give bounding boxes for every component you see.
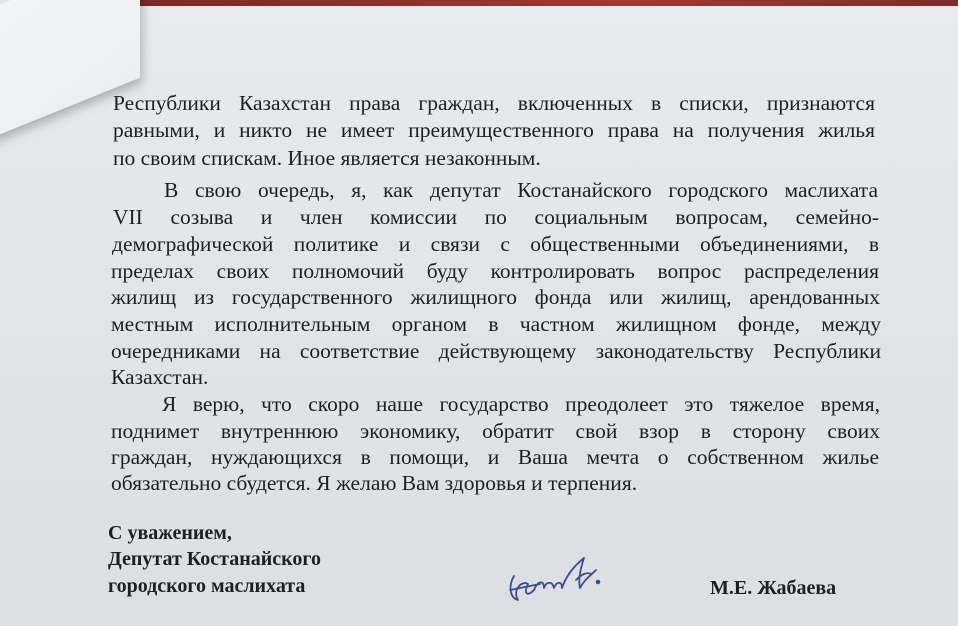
body-line: местным исполнительным органом в частном жилищном фонде, между <box>111 312 881 336</box>
body-line: равными, и никто не имеет преимущественного права на получения жилья <box>113 118 875 142</box>
closing-position-line1: Депутат Костанайского <box>108 548 321 570</box>
body-line: В свою очередь, я, как депутат Костанайского городского маслихата <box>164 178 878 202</box>
body-line: Республики Казахстан права граждан, включенных в списки, признаются <box>113 91 875 115</box>
body-line: обязательно сбудется. Я желаю Вам здоровья и терпения. <box>111 471 638 495</box>
body-line: VII созыва и член комиссии по социальным вопросам, семейно- <box>113 205 879 229</box>
body-line: пределах своих полномочий буду контролировать вопрос распределения <box>111 259 879 283</box>
body-line: очередниками на соответствие действующему законодательству Республики <box>111 339 881 363</box>
body-line: Казахстан. <box>111 365 209 389</box>
closing-position-line2: городского маслихата <box>108 575 306 597</box>
body-line: демографической политике и связи с общественными объединениями, в <box>112 232 879 256</box>
handwritten-signature <box>500 540 610 610</box>
body-line: по своим спискам. Иное является незаконным. <box>113 146 541 170</box>
body-line: Я верю, что скоро наше государство преодолеет это тяжелое время, <box>162 392 880 416</box>
top-red-strip <box>135 0 958 6</box>
closing-regards: С уважением, <box>108 522 232 544</box>
body-line: жилищ из государственного жилищного фонда или жилищ, арендованных <box>111 285 880 309</box>
body-line: граждан, нуждающихся в помощи, и Ваша мечта о собственном жилье <box>111 445 879 469</box>
body-line: поднимет внутреннюю экономику, обратит свой взор в сторону своих <box>111 419 880 443</box>
signatory-name: М.Е. Жабаева <box>710 577 837 599</box>
